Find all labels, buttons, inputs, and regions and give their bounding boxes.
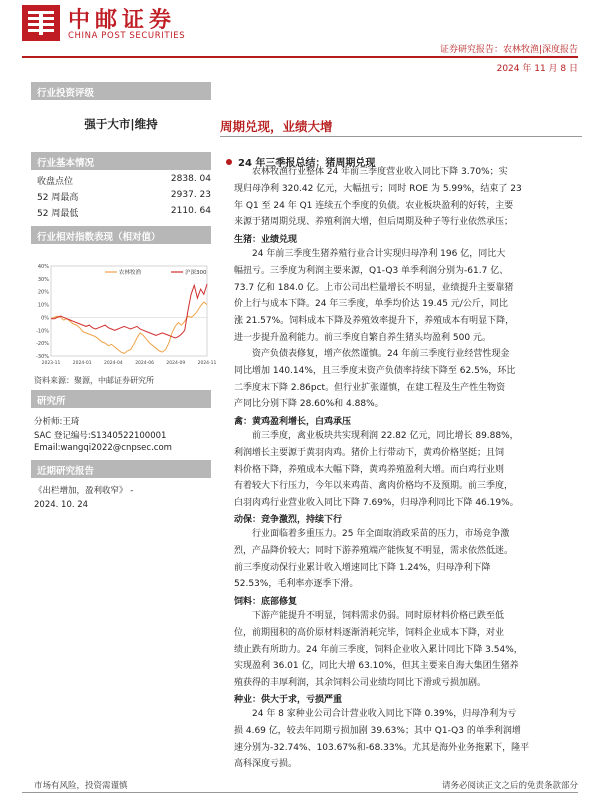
report-type: 证券研究报告：农林牧渔|深度报告 [439,45,578,55]
analyst-sac: SAC 登记编号:S1340522100001 [34,431,167,441]
paragraph-line: 实现盈利 36.01 亿，同比大增 63.10%，但其主要来自海大集团生猪养 [234,661,519,672]
header-divider [22,56,578,58]
paragraph-line: 进一步提升盈利能力。前三季度自繁自养生猪头均盈利 500 元。 [234,332,491,343]
paragraph-line: 料价格下降，养殖成本大幅下降，黄鸡养殖盈利大增。而白鸡行业则 [234,464,505,475]
company-logo [22,3,218,43]
subheading-seed: 种业：供大于求，亏损严重 [234,695,343,705]
stat-row-close [37,174,211,187]
paragraph-line: 前三季度动保行业累计收入增速同比下降 1.24%，归母净利下降 [234,562,491,573]
stat-value: 2110. 64 [170,206,211,216]
subheading-poultry: 禽：黄鸡盈利增长，白鸡承压 [234,417,352,427]
logo-cn-text: 中邮证券 [68,8,177,33]
paragraph-line: 同比增加 140.14%，且三季度末资产负债率持续下降至 62.5%，环比 [234,365,516,376]
chart-y-tick-label: 0% [41,315,49,322]
chart-y-tick-label: 40% [37,264,49,270]
paragraph-line: 殖获得的丰厚利润，其余饲料公司业绩均同比下滑或亏损加剧。 [234,678,487,689]
chart-x-tick-label: 2024-06 [135,361,155,366]
paragraph-line: 涨 21.57%。饲料成本下降及养殖效率提升下，养殖成本有明显下降， [234,316,515,327]
chart-section-header: 行业相对指数表现（相对值） [31,226,211,244]
paragraph-poultry [234,428,580,512]
paragraph-line: 损 4.69 亿，较去年同期亏损加剧 39.63%；其中 Q1-Q3 的单季利润增 [234,725,521,736]
analyst-email[interactable]: Email:wangqi2022@cnpsec.com [34,443,172,453]
paragraph-line: 73.7 亿和 184.0 亿。上市公司出栏量增长不明显，业绩提升主要靠猪 [234,282,514,293]
chart-series-line-1 [51,284,207,338]
paragraph-line: 行业面临着多重压力。25 年全面取消政采苗的压力，市场竞争激 [252,529,510,539]
section-heading-text: 24 年三季报总结：猪周期兑现 [238,158,376,169]
paragraph-feed [234,608,580,692]
bullet-dot-icon [226,159,232,165]
basic-info-section-header: 行业基本情况 [31,152,211,170]
chart-series-line-0 [51,302,207,353]
analyst-section-header: 研究所 [31,390,211,408]
subheading-vet: 动保：竞争激烈，持续下行 [234,515,343,525]
stat-label: 收盘点位 [37,177,74,187]
paragraph-line: 产同比分别下降 28.60%和 4.88%。 [234,399,384,410]
paragraph-line: 利润增长主要源于黄羽肉鸡。猪价上行带动下，黄鸡价格坚挺；且饲 [234,447,505,458]
analyst-name: 分析师:王琦 [34,417,80,427]
chart-y-tick-label: 10% [37,302,49,309]
chart-svg [31,258,217,370]
subheading-pig: 生猪：业绩兑现 [234,235,298,245]
title-divider [220,136,582,137]
paragraph-line: 幅扭亏。三季度为利润主要来源，Q1-Q3 单季利润分别为-61.7 亿、 [234,265,509,276]
relative-index-chart [31,258,217,370]
paragraph-line: 有着较大下行压力，今年以来鸡苗、禽肉价格均不及预期。前三季度， [234,481,514,492]
stat-row-52w-low [37,206,211,219]
paragraph-line: 现归母净利 320.42 亿元，大幅扭亏；同时 ROE 为 5.99%，结束了 23 [234,183,522,194]
chart-y-tick-label: 30% [37,276,49,283]
paragraph-vet [234,526,580,593]
chart-x-tick-label: 2024-01 [72,361,92,366]
paragraph-line: 二季度末下降 2.86pct。但行业扩张谨慎，在建工程及生产性生物资 [234,382,506,393]
paragraph-pig-balance [234,346,580,413]
chart-legend-label: 农林牧渔 [119,270,142,276]
report-date: 2024 年 11 月 8 日 [496,64,578,74]
recent-report-date: 2024. 10. 24 [34,500,89,510]
chart-plot-frame [51,266,207,356]
footer-disclaimer: 请务必阅读正文之后的免责条款部分 [441,781,578,791]
paragraph-line: 下游产能提升不明显，饲料需求仍弱。同时原材料价格已跌至低 [252,611,505,621]
recent-reports-section-header: 近期研究报告 [31,460,211,478]
footer-risk-note: 市场有风险，投资需谨慎 [34,781,128,791]
chart-y-tick-label: -10% [36,328,49,335]
paragraph-line: 白羽肉鸡行业营业收入同比下降 7.69%，归母净利同比下降 46.19%。 [234,498,519,509]
stat-label: 52 周最低 [37,209,79,219]
industry-rating: 强于大市|维持 [84,117,158,131]
paragraph-line: 24 年前三季度生猪养殖行业合计实现归母净利 196 亿，同比大 [252,249,506,259]
chart-x-tick-label: 2024-11 [197,361,217,366]
paragraph-line: 来源于猪周期兑现、养殖利润大增，但后周期及种子等行业依然承压； [234,217,514,228]
footer-divider [22,792,578,793]
paragraph-line: 52.53%，毛利率亦逐季下滑。 [234,579,359,590]
main-title: 周期兑现，业绩大增 [220,119,333,134]
recent-report-link[interactable]: 《出栏增加，盈利收窄》 - [34,486,134,496]
chart-x-tick-label: 2023-11 [41,361,61,366]
rating-section-header: 行业投资评级 [31,82,211,100]
paragraph-line: 绩止跌有所助力。24 年前三季度，饲料企业收入累计同比下降 3.54%， [234,644,523,655]
chart-source-note: 资料来源：聚源，中邮证券研究所 [34,376,154,385]
paragraph-line: 速分别为-32.74%、103.67%和-68.33%。尤其是海外业务拖累下，隆平 [234,742,530,753]
paragraph-pig [234,246,580,347]
chart-y-tick-label: -20% [36,341,49,348]
paragraph-summary [234,164,580,231]
subheading-feed: 饲料：底部修复 [234,597,298,607]
paragraph-seed [234,706,580,773]
stat-row-52w-high [37,190,211,203]
paragraph-line: 农林牧渔行业整体 24 年前三季度营业收入同比下降 3.70%；实 [252,167,508,177]
paragraph-line: 年 Q1 至 24 年 Q1 连续五个季度的负债。农业板块盈利的好转，主要 [234,200,514,211]
paragraph-line: 烈，产品降价较大；同时下游养殖端产能恢复不明显，需求依然低迷。 [234,545,514,556]
paragraph-line: 24 年 8 家种业公司合计营业收入同比下降 0.39%，归母净利为亏 [252,709,517,719]
chart-x-tick-label: 2024-09 [166,361,186,366]
stat-value: 2937. 23 [170,190,211,200]
logo-mark-icon [22,5,60,41]
paragraph-line: 价上行与成本下降。24 年三季度，单季均价达 19.45 元/公斤，同比 [234,299,508,310]
chart-y-tick-label: -30% [36,354,49,360]
paragraph-line: 前三季度，禽业板块共实现利润 22.82 亿元，同比增长 89.88%， [252,431,519,441]
stat-label: 52 周最高 [37,193,79,203]
chart-y-tick-label: 20% [37,289,49,296]
stat-value: 2838. 04 [170,174,211,184]
paragraph-line: 高科深度亏损。 [234,759,298,770]
paragraph-line: 位，前期囤积的高价原材料逐渐消耗完毕，饲料企业成本下降，对业 [234,627,505,638]
logo-en-text: CHINA POST SECURITIES [68,31,186,41]
paragraph-line: 资产负债表修复，增产依然谨慎。24 年前三季度行业经营性现金 [252,349,510,359]
chart-legend-label: 沪深300 [185,270,207,276]
chart-x-tick-label: 2024-04 [103,361,123,366]
